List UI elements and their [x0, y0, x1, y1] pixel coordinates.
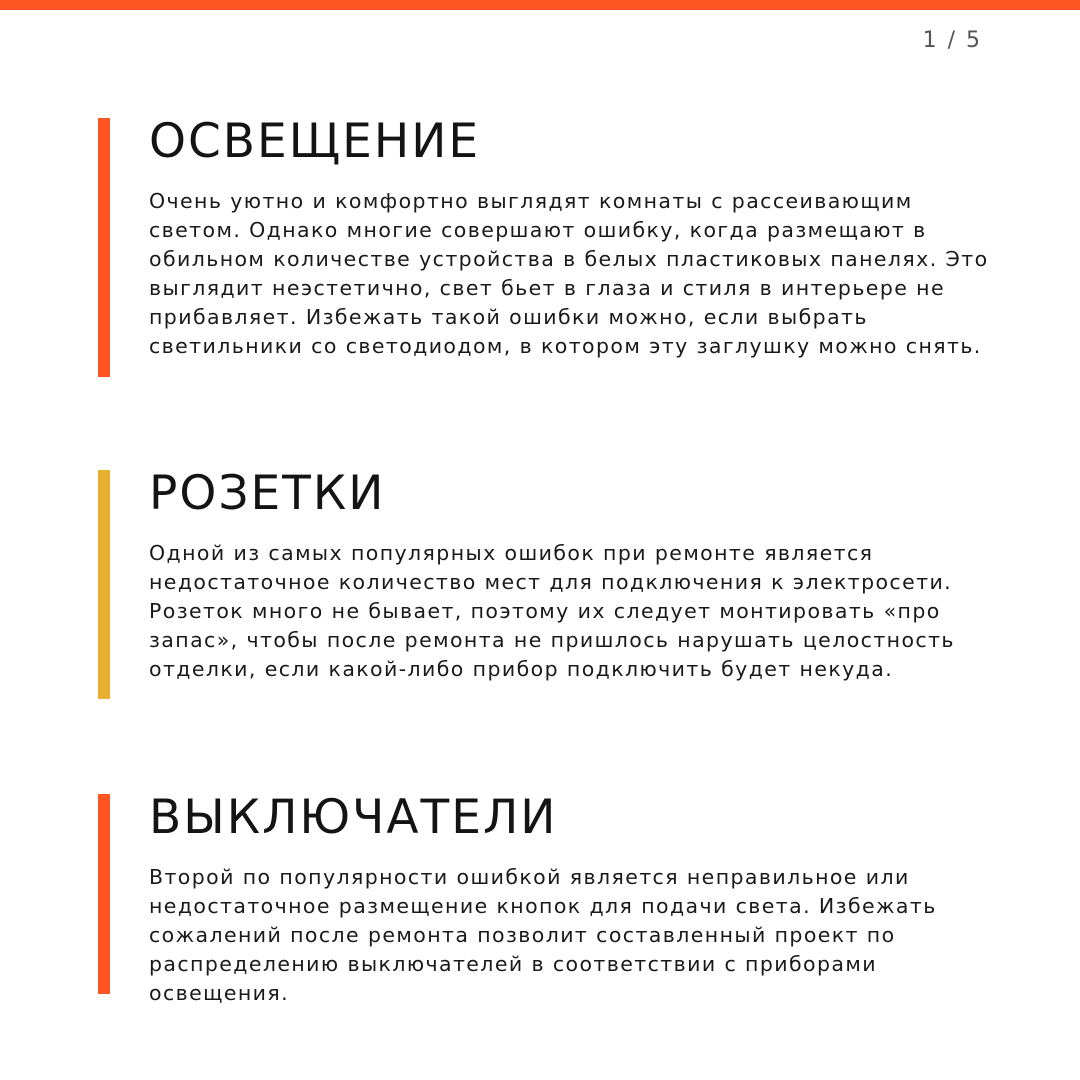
section-accent-bar: [98, 470, 110, 699]
section-lighting: [98, 114, 989, 377]
section-title: ОСВЕЩЕНИЕ: [149, 114, 481, 169]
section-sockets: [98, 466, 988, 699]
section-content: [149, 114, 999, 361]
section-title: РОЗЕТКИ: [149, 466, 386, 521]
section-accent-bar: [98, 118, 110, 377]
page-counter: 1 / 5: [922, 28, 982, 53]
section-text: Одной из самых популярных ошибок при ремонте является недостаточное количество мест для подключения к электросети. Розеток много не бывает, поэтому их следует монтировать «про запас», чтобы после ремонта не пришлось нарушать целостность отделки, если какой-либо прибор подключить будет некуда.: [149, 541, 955, 681]
top-accent-bar: [0, 0, 1080, 10]
section-switches: [98, 790, 988, 1005]
section-text: Второй по популярности ошибкой является неправильное или недостаточное размещение кнопок для подачи света. Избежать сожалений после ремонта позволит составленный проект по распределению выключателей в соответствии с приборами освещения.: [149, 865, 937, 1005]
section-content: [149, 790, 999, 1008]
section-text: Очень уютно и комфортно выглядят комнаты с рассеивающим светом. Однако многие совершают ошибку, когда размещают в обильном количестве устройства в белых пластиковых панелях. Это выглядит неэстетично, свет бьет в глаза и стиля в интерьере не прибавляет. Избежать такой ошибки можно, если выбрать светильники со светодиодом, в котором эту заглушку можно снять.: [149, 189, 989, 358]
section-content: [149, 466, 999, 684]
section-title: ВЫКЛЮЧАТЕЛИ: [149, 790, 558, 845]
section-accent-bar: [98, 794, 110, 994]
